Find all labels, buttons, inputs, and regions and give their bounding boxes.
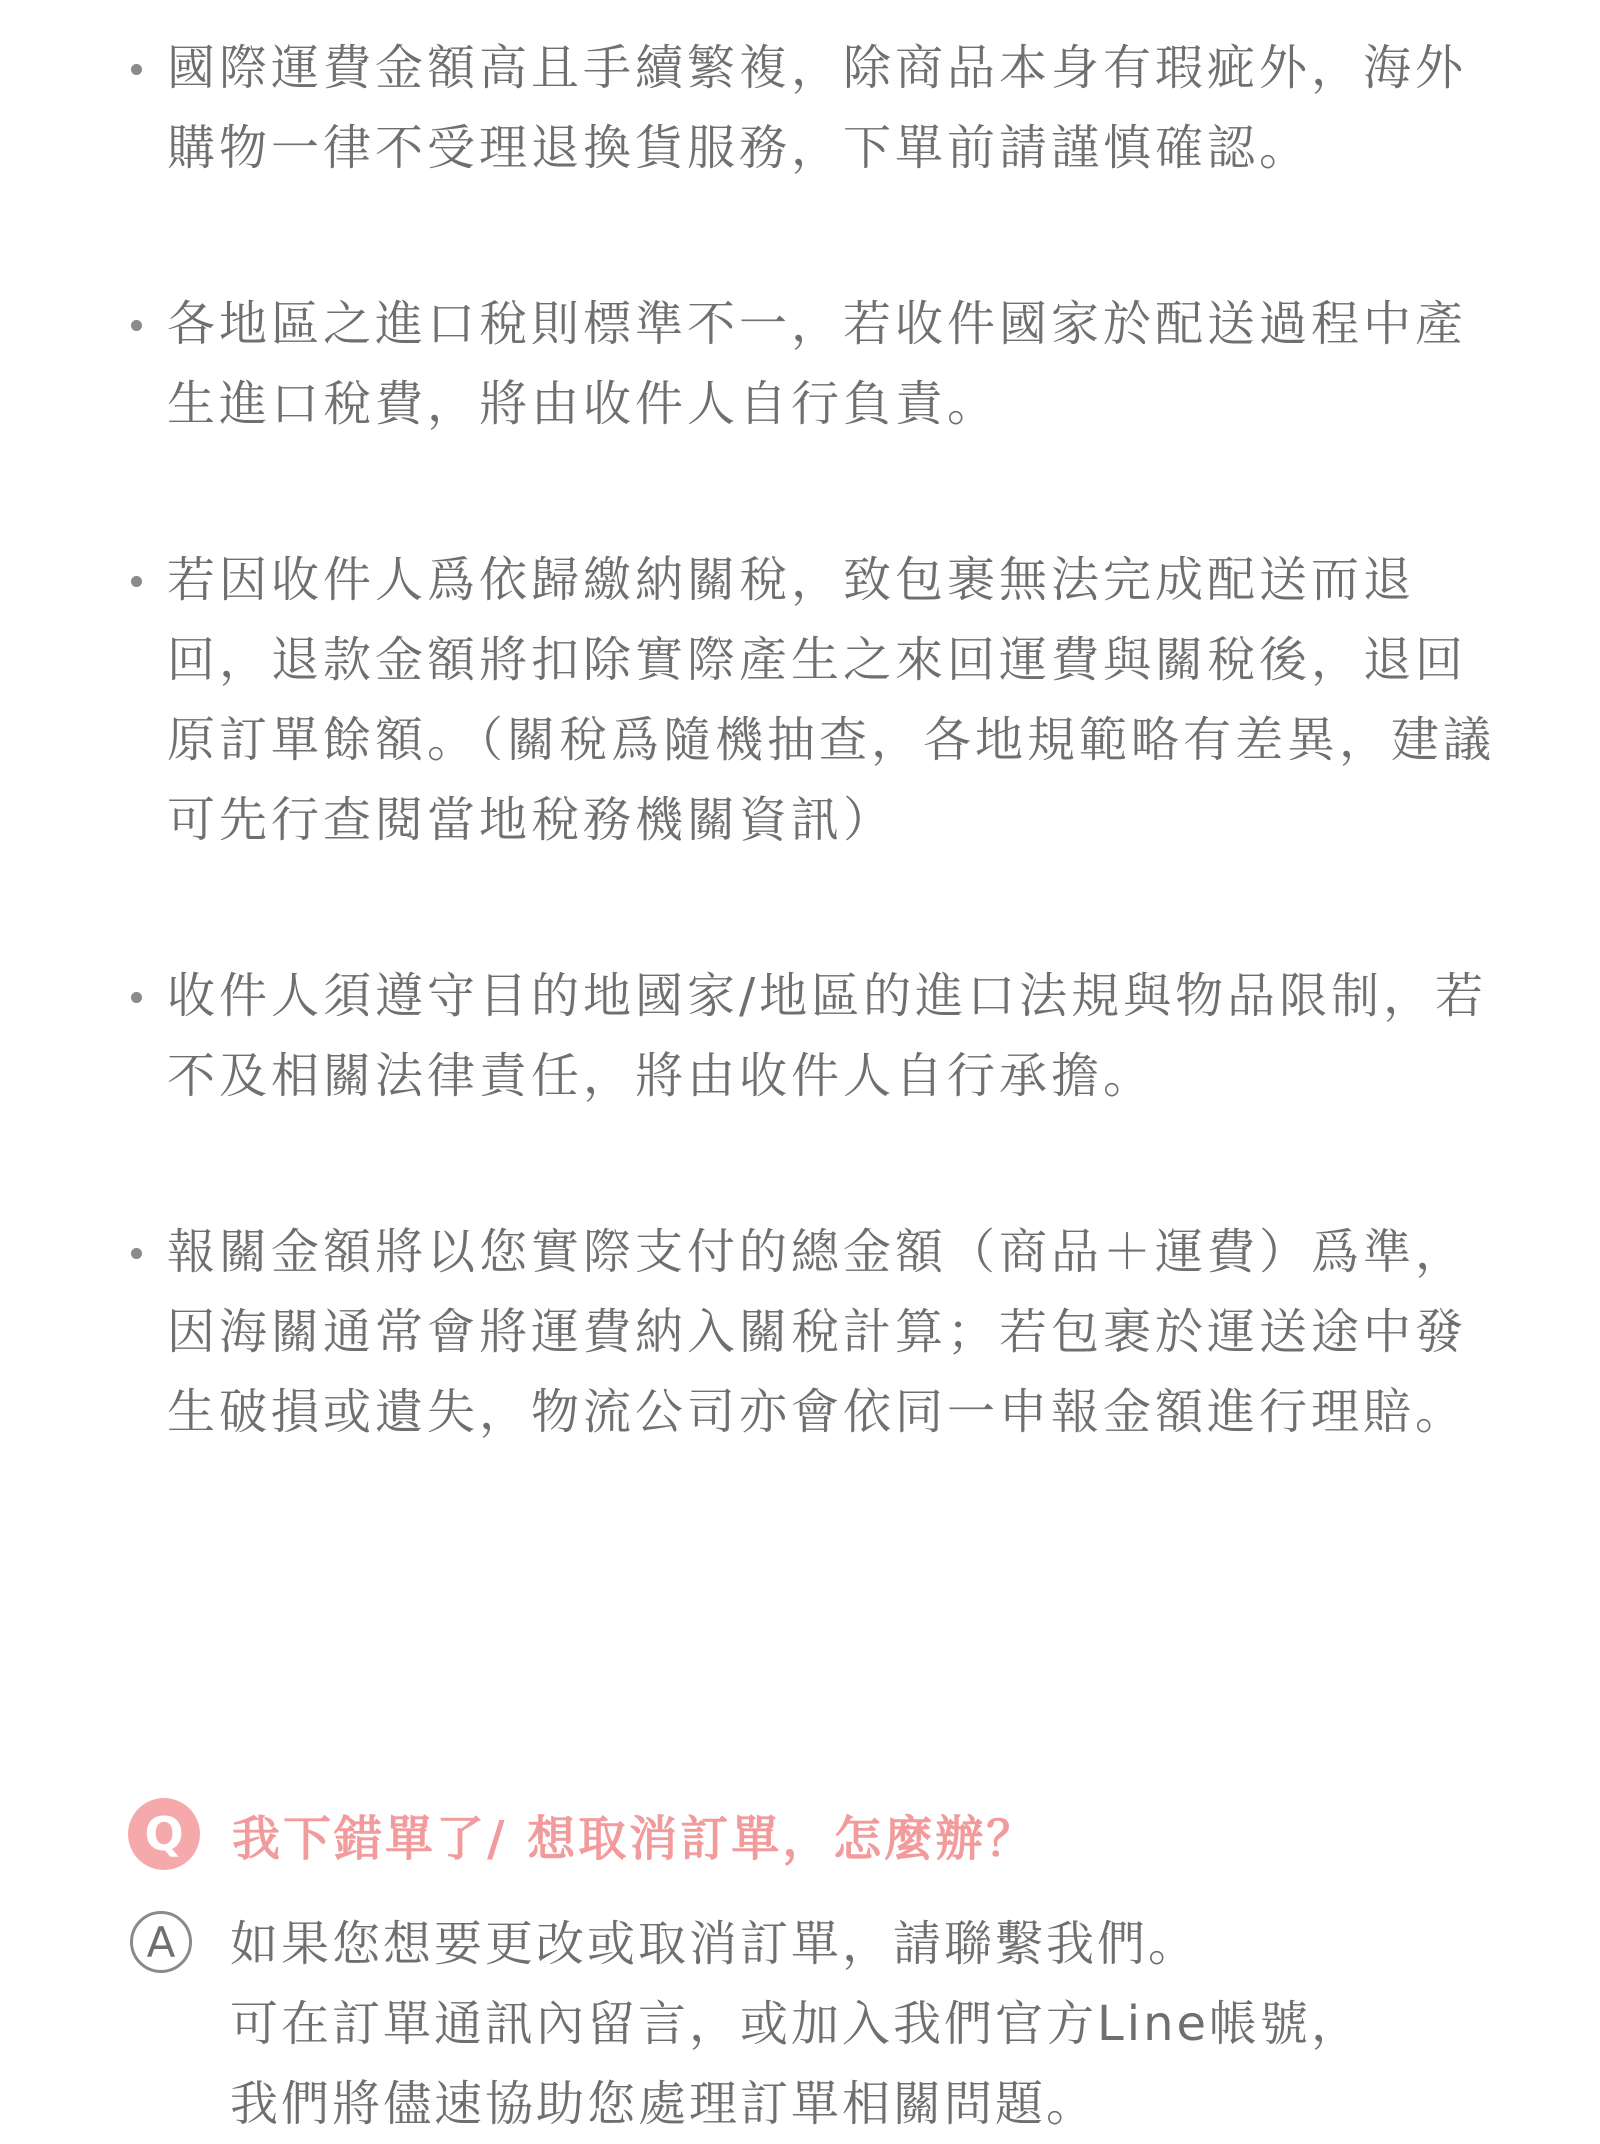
list-item: [125, 540, 1525, 860]
faq-answer-row: [128, 1904, 1548, 2144]
faq-answer-line: 我們將儘速協助您處理訂單相關問題。: [230, 2076, 1098, 2132]
note-text: 收件人須遵守目的地國家/地區的進口法規與物品限制，若不及相關法律責任，將由收件人自行承擔。: [167, 968, 1488, 1104]
note-text: 各地區之進口稅則標準不一，若收件國家於配送過程中產生進口稅費，將由收件人自行負責。: [167, 296, 1468, 432]
faq-item: [128, 1794, 1548, 2144]
question-icon: Q: [128, 1798, 200, 1870]
shipping-notes-list: [125, 28, 1525, 1452]
note-text: 國際運費金額高且手續繁複，除商品本身有瑕疵外，海外購物一律不受理退換貨服務，下單前請謹慎確認。: [167, 40, 1468, 176]
list-item: [125, 1212, 1525, 1452]
list-item: [125, 956, 1525, 1116]
list-item: [125, 284, 1525, 444]
faq-question-row[interactable]: [128, 1794, 1548, 1874]
faq-answer: [230, 1904, 1362, 2144]
faq-answer-line: 如果您想要更改或取消訂單，請聯繫我們。: [230, 1916, 1200, 1972]
answer-icon: A: [130, 1911, 192, 1973]
note-text: 若因收件人爲依歸繳納關稅，致包裹無法完成配送而退回，退款金額將扣除實際產生之來回運費與關稅後，退回原訂單餘額。（關稅爲隨機抽查，各地規範略有差異，建議可先行查閱當地稅務機關資訊）: [167, 552, 1496, 848]
faq-question: 我下錯單了/ 想取消訂單，怎麼辦？: [232, 1810, 1038, 1867]
note-text: 報關金額將以您實際支付的總金額（商品＋運費）爲準，因海關通常會將運費納入關稅計算；若包裹於運送途中發生破損或遺失，物流公司亦會依同一申報金額進行理賠。: [167, 1224, 1468, 1440]
list-item: [125, 28, 1525, 188]
faq-answer-line: 可在訂單通訊內留言，或加入我們官方Line帳號，: [230, 1996, 1363, 2052]
